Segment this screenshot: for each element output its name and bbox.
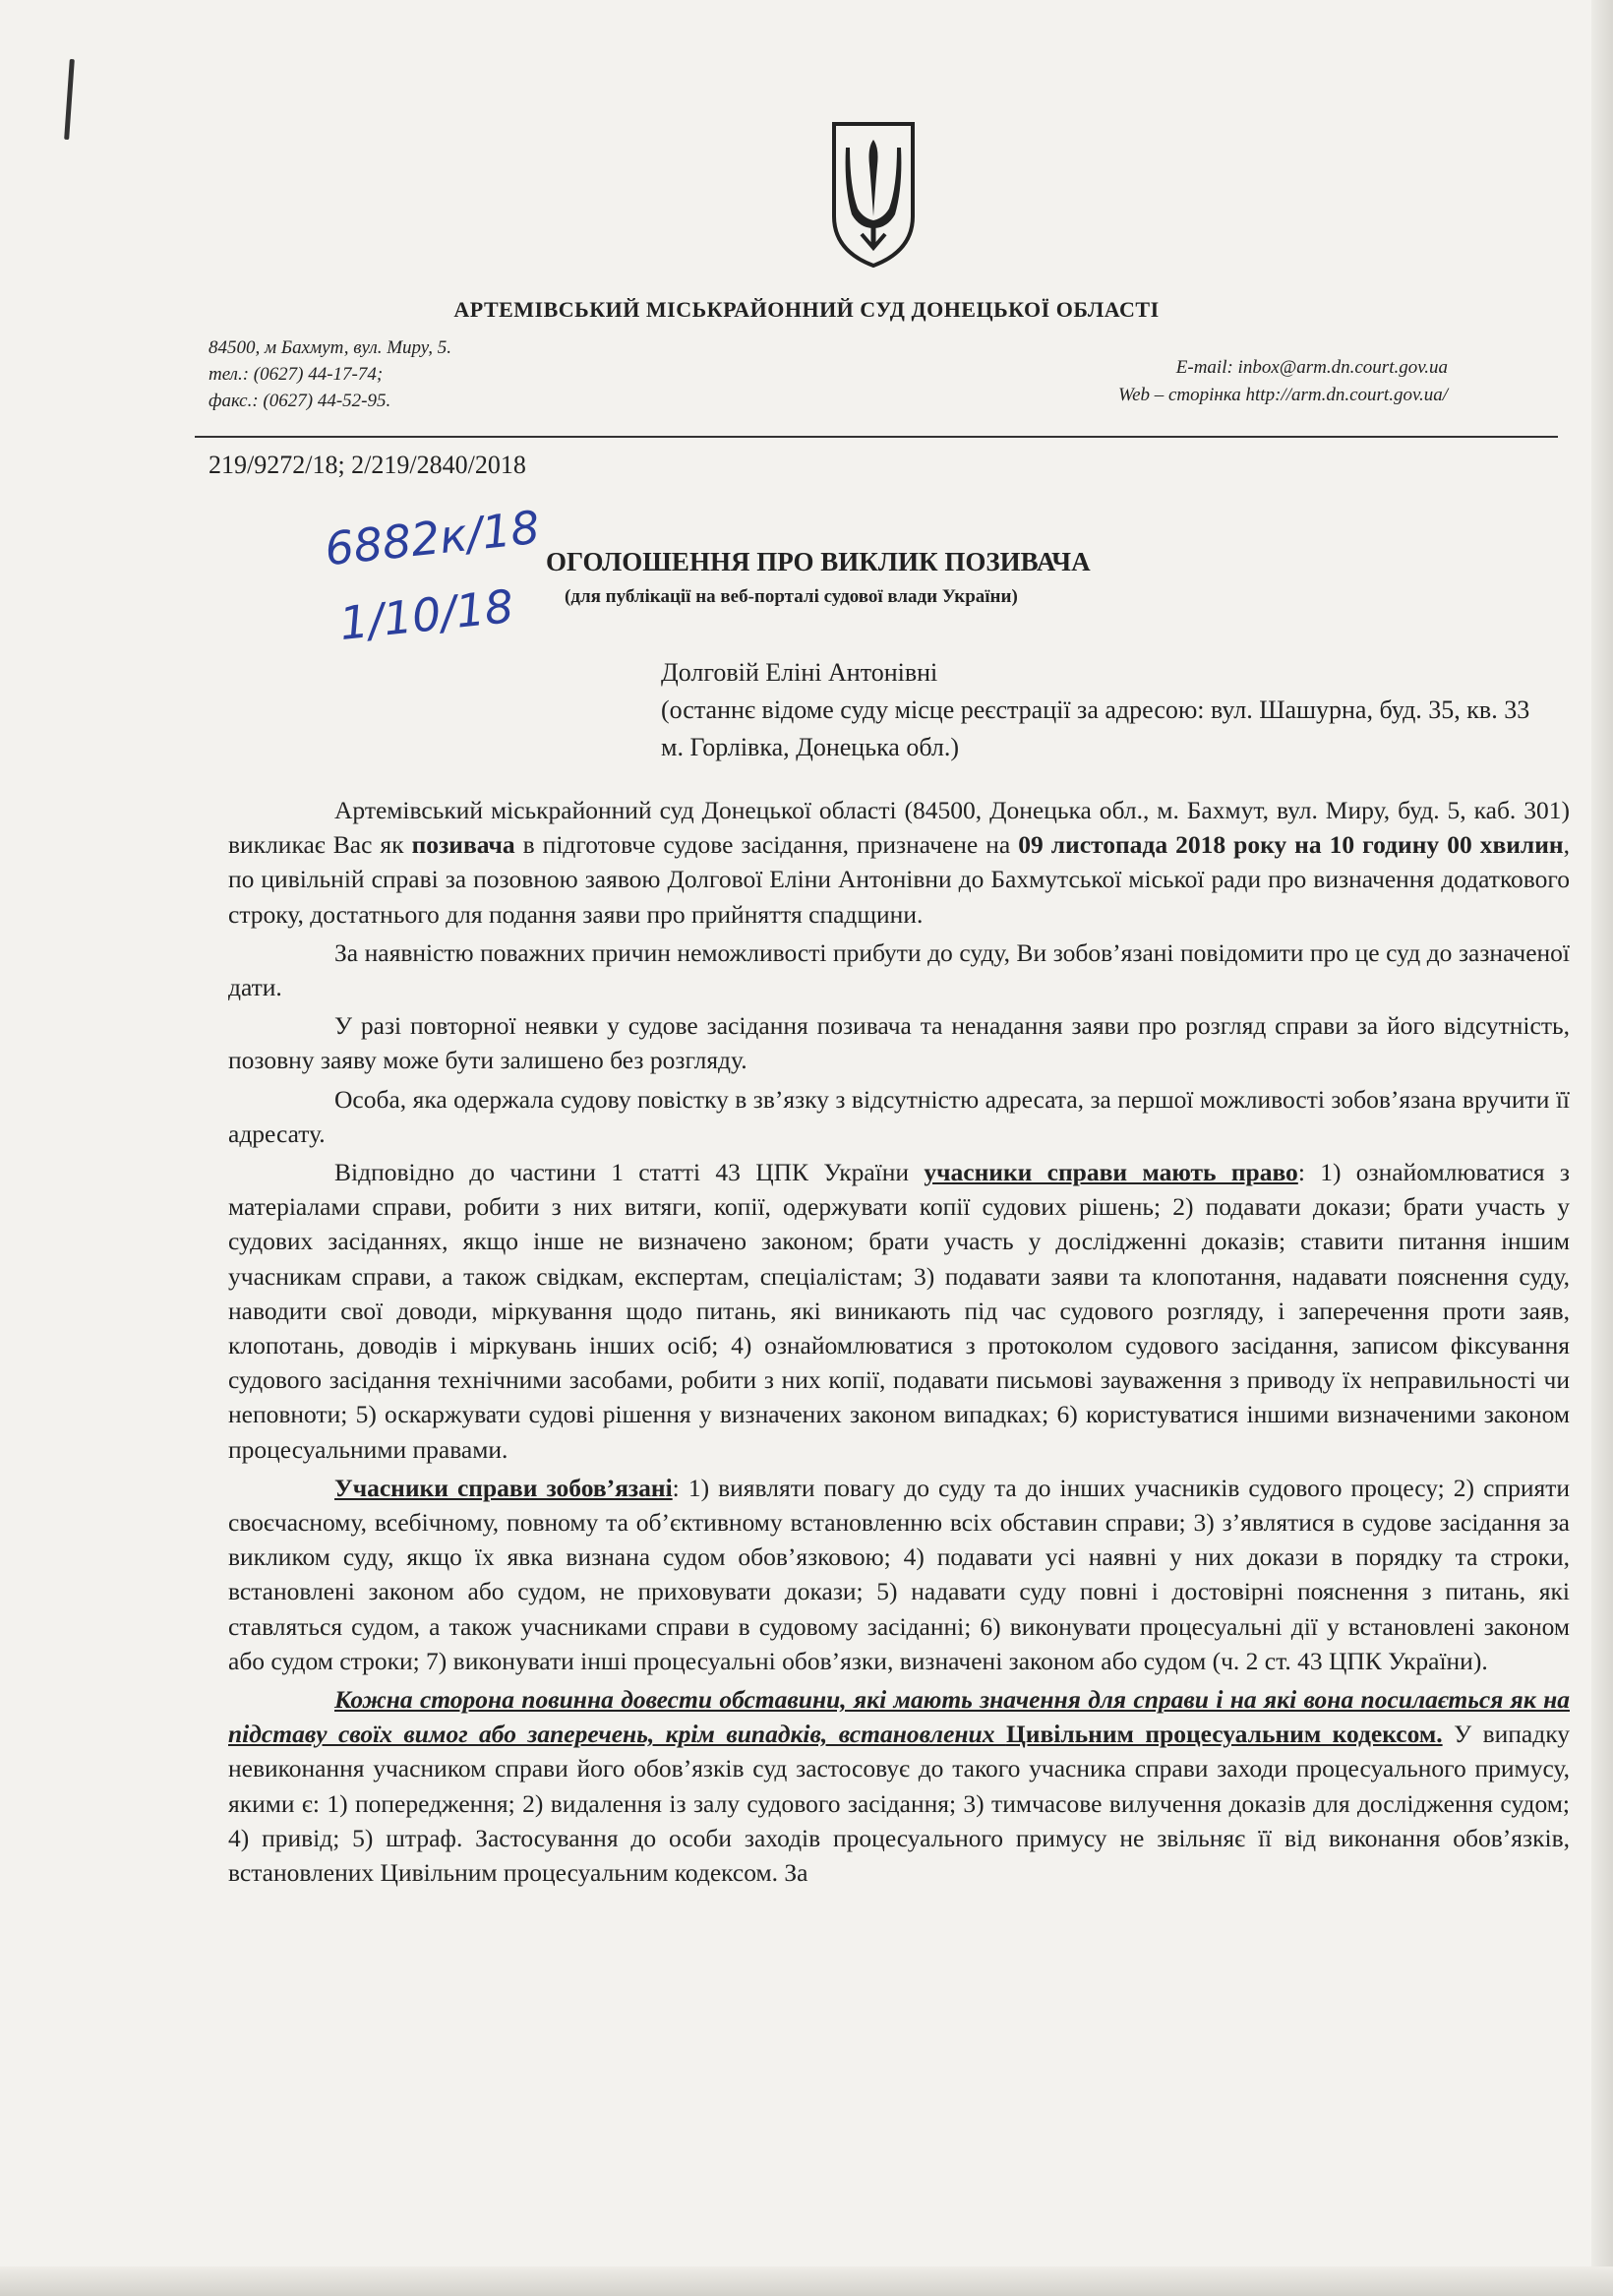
court-website: Web – сторінка http://arm.dn.court.gov.ua/ [1117,385,1448,405]
court-phone: тел.: (0627) 44-17-74; [209,364,384,385]
paragraph-notify: За наявністю поважних причин неможливості прибути до суду, Ви зобов’язані повідомити про це суд до зазначеної дати. [228,937,1570,1002]
header-divider [195,436,1558,438]
paragraph-delivery: Особа, яка одержала судову повістку в зв’язку з відсутністю адресата, за першої можливості зобов’язана вручити її адресату. [228,1084,1570,1148]
notice-body [228,793,1570,1894]
addressee-address: (останнє відоме суду місце реєстрації за адресою: вул. Шашурна, буд. 35, кв. 33 м. Горлівка, Донецька обл.) [661,695,1530,761]
court-name: АРТЕМІВСЬКИЙ МІСЬКРАЙОННИЙ СУД ДОНЕЦЬКОЇ ОБЛАСТІ [453,297,1160,322]
paragraph-summons: Артемівський міськрайонний суд Донецької області (84500, Донецька обл., м. Бахмут, вул. Миру, буд. 5, каб. 301) викликає Вас як позивача в підготовче судове засідання, призначене на 09 листопада 2018 року на 10 годину 00 хвилин, по цивільній справі за позовною заявою Долгової Еліни Антонівни до Бахмутської міської ради про визначення додаткового строку, достатнього для подання заяви про прийняття спадщини. [228,796,1570,929]
addressee-block [661,654,1546,766]
court-fax: факс.: (0627) 44-52-95. [209,391,391,411]
paragraph-obligations: Учасники справи зобов’язані: 1) виявляти повагу до суду та до інших учасників судового процесу; 2) сприяти своєчасному, всебічному, повному та об’єктивному встановленню всіх обставин справи; 3) з’являтися в судове засідання за викликом суду, якщо їх явка визнана судом обов’язковою; 4) подавати усі наявні у них докази в порядку та строки, встановлені законом або судом, не приховувати докази; 5) надавати суду повні і достовірні пояснення з питань, які ставляться судом, а також учасниками справи в судовому засіданні; 6) виконувати процесуальні дії у встановлені законом або судом строки; 7) виконувати інші процесуальні обов’язки, визначені законом або судом (ч. 2 ст. 43 ЦПК України). [228,1473,1570,1675]
case-number: 219/9272/18; 2/219/2840/2018 [209,451,526,479]
handwritten-date: 1/10/18 [336,578,516,651]
paragraph-no-show: У разі повторної неявки у судове засідання позивача та ненадання заяви про розгляд справи за його відсутність, позовну заяву може бути залишено без розгляду. [228,1011,1570,1075]
paragraph-rights: Відповідно до частини 1 статті 43 ЦПК України учасники справи мають право: 1) ознайомлюватися з матеріалами справи, робити з них витяги, копії, одержувати копії судових рішень; 2) подавати докази; брати участь у судових засіданнях, якщо інше не визначено законом; брати участь у дослідженні доказів; ставити питання іншим учасникам справи, а також свідкам, експертам, спеціалістам; 3) подавати заяви та клопотання, надавати пояснення суду, наводити свої доводи, міркування щодо питань, які виникають під час судового розгляду, і заперечення проти заяв, клопотань, доводів і міркувань інших осіб; 4) ознайомлюватися з протоколом судового засідання, записом фіксування судового засідання технічними засобами, робити з них копії, подавати письмові зауваження з приводу їх неправильності чи неповноти; 5) оскаржувати судові рішення у визначених законом випадках; 6) користуватися іншими визначеними законом процесуальними правами. [228,1158,1570,1464]
page-bottom-shadow [0,2266,1613,2296]
document-title: ОГОЛОШЕННЯ ПРО ВИКЛИК ПОЗИВАЧА [546,547,1091,576]
page-edge-shadow [1591,0,1613,2296]
court-email: E-mail: inbox@arm.dn.court.gov.ua [1175,357,1448,378]
court-address: 84500, м Бахмут, вул. Миру, 5. [209,337,452,358]
contact-right-block [1118,354,1448,409]
contact-left-block [209,334,451,414]
document-subtitle: (для публікації на веб-порталі судової влади України) [565,586,1018,607]
handwritten-registration-number: 6882к/18 [322,500,543,576]
addressee-name: Долговій Еліні Антонівні [661,658,938,687]
paragraph-burden-of-proof: Кожна сторона повинна довести обставини, які мають значення для справи і на які вона посилається як на підставу своїх вимог або заперечень, крім випадків, встановлених Цивільним процесуальним кодексом. У випадку невиконання учасником справи його обов’язків суд застосовує до такого учасника справи заходи процесуального примусу, якими є: 1) попередження; 2) видалення із залу судового засідання; 3) тимчасове вилучення доказів для дослідження судом; 4) привід; 5) штраф. Застосування до особи заходів процесуального примусу не звільняє її від виконання обов’язків, встановлених Цивільним процесуальним кодексом. За [228,1685,1570,1888]
trident-emblem-icon [826,118,921,271]
